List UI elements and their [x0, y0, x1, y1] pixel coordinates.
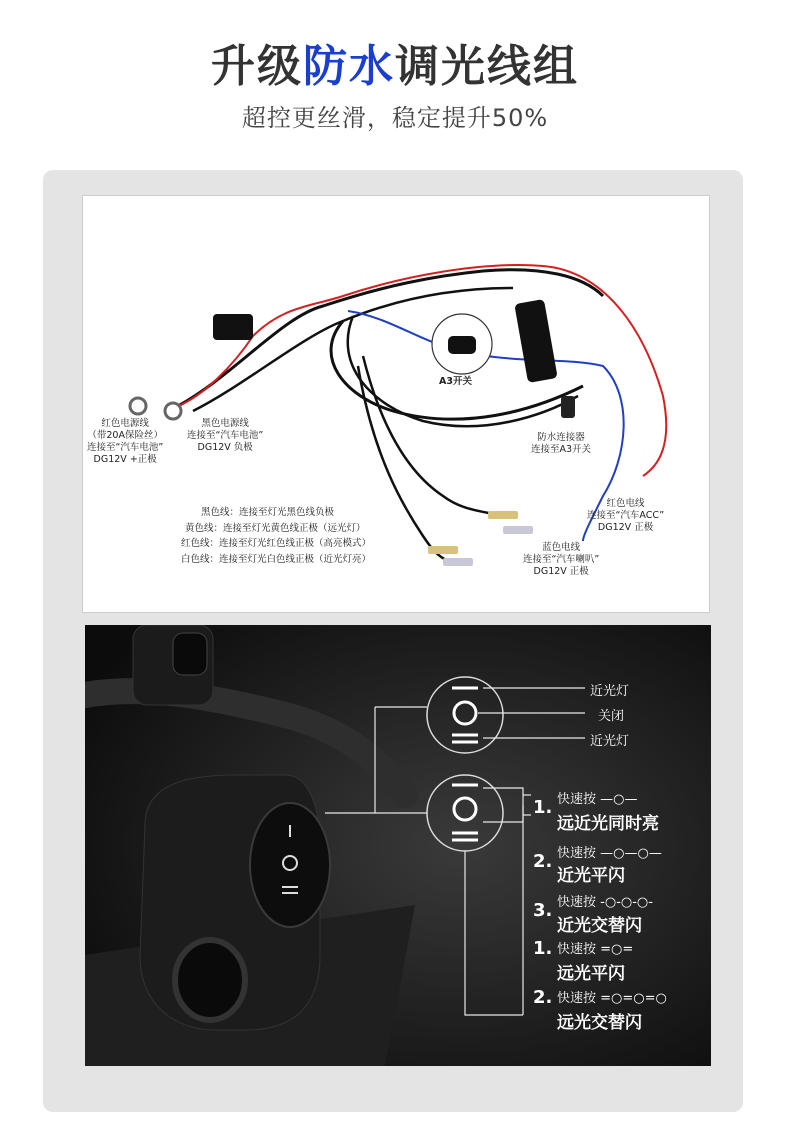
label-line: 黑色线：连接至灯光黑色线负极 [201, 507, 335, 518]
mode-number: 2. [533, 851, 553, 872]
label-line: 连接至“汽车喇叭” [523, 554, 600, 565]
label-line: 红色电线 [606, 498, 645, 509]
mode-symbol: —○—○— [600, 846, 662, 861]
waterproof-connector [561, 396, 575, 418]
black-power-label [187, 418, 263, 454]
mode-action-text: 快速按 [557, 895, 597, 910]
label-line: DG12V +正极 [93, 454, 157, 465]
spade-terminal [443, 558, 473, 566]
label-line: 红色线：连接至灯光红色线正极（高亮模式） [181, 538, 372, 549]
mode-description: 远光交替闪 [557, 1013, 642, 1033]
mode-description: 远光平闪 [557, 964, 625, 984]
label-line: 连接至“汽车ACC” [587, 510, 665, 521]
fuse-holder [213, 314, 253, 340]
label-line: 蓝色电线 [542, 542, 581, 553]
label-line: DG12V 正极 [597, 522, 654, 533]
a3-switch-label: A3开关 [439, 376, 472, 387]
mode-description: 近光平闪 [557, 866, 625, 886]
mode-action [557, 891, 653, 910]
mode-action [557, 842, 662, 861]
spade-terminal [428, 546, 458, 554]
wiring-harness-illustration [83, 196, 710, 613]
diagram-label-middle: 关闭 [598, 709, 625, 724]
mode-action-text: 快速按 [557, 846, 597, 861]
label-line: 连接至A3开关 [531, 444, 592, 455]
label-line: 黄色线：连接至灯光黄色线正极（远光灯） [185, 522, 366, 534]
spade-terminal [503, 526, 533, 534]
mode-number: 2. [533, 987, 553, 1008]
mode-action-text: 快速按 [557, 991, 597, 1006]
ring-terminal-red [130, 398, 146, 414]
wiring-harness-photo [82, 195, 710, 613]
terminal-wire-labels [181, 505, 371, 567]
mode-symbol: =○= [600, 942, 634, 957]
rocker-button [250, 803, 330, 927]
switch-photo [85, 625, 711, 1066]
spade-terminal [488, 511, 518, 519]
relay-box [514, 299, 557, 383]
mode-action-text: 快速按 [557, 942, 597, 957]
page-title [0, 30, 790, 94]
mode-number: 3. [533, 900, 553, 921]
diagram-label-top: 近光灯 [590, 684, 630, 699]
title-part: 升级 [211, 41, 303, 92]
mode-action [557, 987, 667, 1006]
mode-symbol: =○=○=○ [600, 991, 667, 1006]
label-line: 白色线：连接至灯光白色线正极（近光灯亮） [181, 553, 372, 565]
red-wire-label [587, 498, 664, 534]
connector-label [531, 432, 591, 456]
label-line: 连接至“汽车电池” [187, 430, 264, 441]
ring-terminal-black [165, 403, 181, 419]
title-part: 调光线组 [395, 41, 579, 92]
red-power-label [87, 418, 163, 466]
label-line: 连接至“汽车电池” [87, 442, 164, 453]
title-highlight: 防水 [303, 41, 395, 92]
mode-action [557, 788, 638, 807]
label-line: 红色电源线 [101, 418, 149, 429]
clamp-ring [175, 940, 245, 1020]
mode-description: 近光交替闪 [557, 916, 642, 936]
mode-action [557, 938, 633, 957]
page-subtitle: 超控更丝滑，稳定提升50% [241, 104, 549, 132]
mode-symbol: —○— [600, 792, 638, 807]
blue-wire-label [523, 542, 599, 578]
mode-description: 远近光同时亮 [557, 814, 659, 834]
label-line: 黑色电源线 [201, 418, 249, 429]
label-line: 防水连接器 [537, 432, 585, 443]
small-rocker [173, 633, 207, 675]
label-line: DG12V 负极 [197, 442, 253, 453]
diagram-label-bottom: 近光灯 [590, 734, 630, 749]
label-line: （带20A保险丝） [87, 430, 163, 441]
mode-number: 1. [533, 797, 553, 818]
mode-action-text: 快速按 [557, 792, 597, 807]
mode-symbol: -○-○-○- [600, 895, 653, 910]
label-line: DG12V 正极 [533, 566, 589, 577]
mode-number: 1. [533, 938, 553, 959]
